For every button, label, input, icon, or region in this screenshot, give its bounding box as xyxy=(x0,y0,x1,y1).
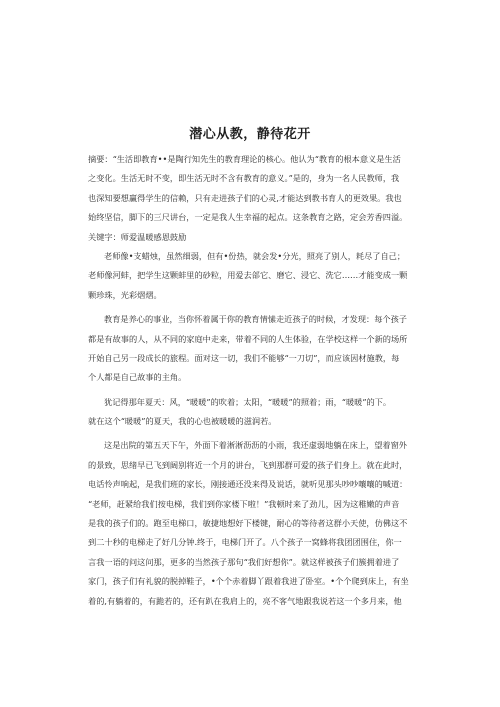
keywords: 关键字：师爱温暖感恩鼓励 xyxy=(88,231,187,242)
paragraph-line: 个人都是自己故事的主角。 xyxy=(88,372,187,383)
paragraph-line: 到二十秒的电梯走了好几分钟.终于，电梯门开了。八个孩子一窝蜂将我团团围住，你一 xyxy=(88,537,402,548)
paragraph-line: 的景致，思绪早已飞到阔别将近一个月的讲台，飞到那群可爱的孩子们身上。就在此时， xyxy=(88,459,408,470)
paragraph-line: 都是有故事的人，从不同的家庭中走来，带着不同的人生体验，在学校这样一个新的场所 xyxy=(88,333,408,344)
abstract-line: 也深知要想赢得学生的信赖，只有走进孩子们的心灵,才能达到教书育人的更效果。我也 xyxy=(88,192,402,203)
paragraph-line: 家门，孩子们有礼貌的脱掉鞋子，•个个赤着脚丫跟着我进了卧室。•个个爬到床上，有坐 xyxy=(88,576,409,587)
paragraph-line: 老师像河蚌，把学生这颗蚌里的砂粒，用爱去郃它、磨它、浸它、洗它……才能变成一颗 xyxy=(88,270,408,281)
document-body xyxy=(88,150,432,611)
paragraph-line: 犹记得那年夏天：风，“暖暖”的吹着；太阳，“暖暖”的照着；雨，“暖暖”的下。 xyxy=(104,396,392,407)
paragraph-line: 颗珍珠，光彩熠熠。 xyxy=(88,289,162,300)
paragraph-line: 教育是养心的事业，当你怀着属于你的教育情愫走近孩子的时候，才发现：每个孩子 xyxy=(104,314,407,325)
abstract-line: 之变化。生活无时不变，即生活无时不含有教育的意义。”是的，身为一名人民教师，我 xyxy=(88,173,400,184)
paragraph xyxy=(88,436,432,611)
paragraph-line: 电话怜声响起，是我们班的家长，刚接通还没来得及说话，就听见那头吵吵嚷嚷的喊道： xyxy=(88,479,408,490)
paragraph-line: 就在这个“暖暖”的夏天，我的心也被暖暖的滋润若。 xyxy=(88,416,277,427)
paragraph-line: 是我的孩子们的。跑至电梯口，敏捷地想好下楼键，耐心的等待者这群小天使，仿佛这不 xyxy=(88,518,408,529)
paragraph-line: 这是出院的第五天下午，外面下着淅淅沥沥的小雨，我还虚弱地躺在床上，望着窗外 xyxy=(104,440,407,451)
paragraph-line: 老师像•支蜡烛，虽然细弱，但有•份热，就会发•分光，照亮了别人，耗尽了自己； xyxy=(104,250,406,261)
paragraph xyxy=(88,310,432,388)
abstract-line: 摘要：“生活即教育••是陶行知先生的教育理论的核心。他认为“教育的根本意义是生活 xyxy=(88,154,401,164)
paragraph xyxy=(88,247,432,305)
paragraph-line: 开始自己另一段成长的旅程。面对这一切，我们不能够“一刀切”，而应该因材施教，每 xyxy=(88,352,400,363)
paragraph xyxy=(88,393,432,432)
abstract-line: 始终坚信，脚下的三尺讲台，一定是我人生幸福的起点。这条教育之路，定会芳香四溢。 xyxy=(88,212,408,223)
abstract xyxy=(88,150,432,228)
paragraph-line: 着的,有躺着的，有跪若的，还有趴在我肩上的，亮不客气地跟我说若这一个多月来，他 xyxy=(88,595,402,606)
paragraph-line: “老师，赶紧给我们按电梯，我们到你家楼下啦！”我顿时来了劲儿，因为这稚嫩的声音 xyxy=(88,498,400,509)
paragraph-line: 言我一语的问这问那，更多的当然孩子那句“我们好想你”。就这样被孩子们簇拥着进了 xyxy=(88,556,400,567)
document-title: 潜心从教，静待花开 xyxy=(189,127,311,142)
